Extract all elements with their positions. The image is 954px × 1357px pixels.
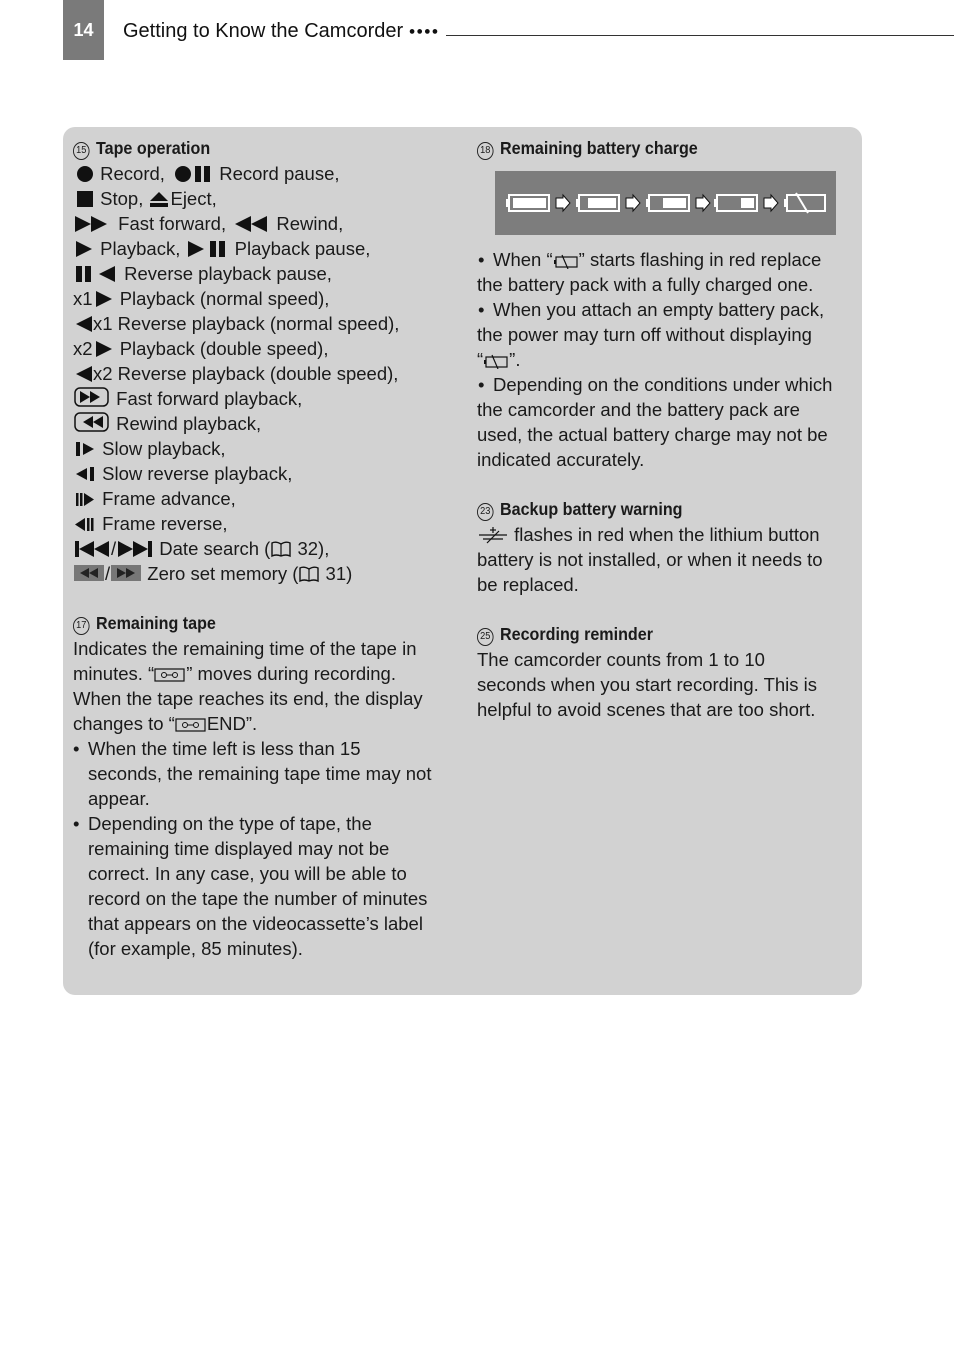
line-playback [73, 236, 463, 261]
recording-reminder-heading [477, 622, 827, 647]
book-reference-icon [298, 565, 320, 583]
date-search-label: Date search ( [159, 538, 271, 559]
battery-bullet [477, 372, 857, 397]
battery-text: used, the actual battery charge may not be [477, 424, 828, 445]
playback-label: Playback, [100, 238, 181, 259]
recording-reminder-text: seconds when you start recording. This is [477, 674, 818, 695]
tape-cassette-icon [175, 717, 207, 733]
frame-advance-label: Frame advance, [102, 488, 236, 509]
bullet-line: record on the tape the number of minutes [88, 888, 428, 909]
left-column [73, 136, 463, 961]
battery-empty-icon [553, 253, 579, 269]
header-dots: ●●●● [408, 25, 440, 38]
playback-normal-label: Playback (normal speed), [119, 288, 330, 309]
record-label: Record, [100, 163, 165, 184]
play-icon [93, 340, 115, 358]
battery-text: the camcorder and the battery pack are [477, 399, 800, 420]
bullet-line: • When you attach an empty battery pack, [493, 299, 825, 320]
line-fast-forward [73, 211, 463, 236]
line-frame-reverse [73, 511, 463, 536]
eject-label: Eject, [170, 188, 217, 209]
line-playback-double [73, 336, 463, 361]
remaining-tape-title: Remaining tape [96, 613, 216, 633]
text-fragment: ” moves during recording. [186, 663, 396, 684]
battery-text: the power may turn off without displaying [477, 324, 812, 345]
remaining-tape-heading [73, 611, 432, 636]
line-zero-set [73, 561, 463, 586]
battery-empty-icon [483, 353, 509, 369]
zero-set-rewind-icon [73, 563, 105, 583]
text-fragment: When “ [493, 249, 553, 270]
rewind-label: Rewind, [276, 213, 344, 234]
right-column [477, 136, 857, 722]
tape-operation-heading [73, 136, 432, 161]
remaining-tape-text [73, 661, 463, 686]
slow-reverse-label: Slow reverse playback, [102, 463, 293, 484]
reverse-normal-label: x1 Reverse playback (normal speed), [93, 313, 400, 334]
callout-number-18: 18 [477, 142, 494, 160]
ff-playback-icon [73, 386, 111, 408]
battery-text: the battery pack with a fully charged one. [477, 274, 814, 295]
remaining-tape-text [73, 711, 463, 736]
play-pause-icon [186, 240, 230, 258]
rew-playback-icon [73, 411, 111, 433]
text-fragment: END”. [206, 713, 258, 734]
reverse-pause-icon [73, 265, 119, 283]
bullet-line: correct. In any case, you will be able to [88, 863, 407, 884]
line-stop [73, 186, 463, 211]
header-title: Getting to Know the Camcorder [123, 20, 404, 42]
reverse-play-icon [73, 365, 93, 383]
recording-reminder-text: helpful to avoid scenes that are too short. [477, 699, 816, 720]
line-reverse-double [73, 361, 463, 386]
backup-battery-text: be replaced. [477, 574, 579, 595]
play-icon [93, 290, 115, 308]
bullet-line: remaining time displayed may not be [88, 838, 390, 859]
slow-playback-label: Slow playback, [102, 438, 226, 459]
line-reverse-normal [73, 311, 463, 336]
line-slow-reverse [73, 461, 463, 486]
reverse-play-icon [73, 315, 93, 333]
slash: / [111, 538, 117, 559]
speed-x1-label: x1 [73, 288, 93, 309]
stop-icon [73, 190, 95, 208]
battery-level-strip [495, 171, 836, 235]
fast-forward-icon [73, 215, 113, 233]
date-search-page: 32), [297, 538, 330, 559]
line-playback-normal [73, 286, 463, 311]
battery-text: indicated accurately. [477, 449, 645, 470]
line-frame-advance [73, 486, 463, 511]
recording-reminder-text: The camcorder counts from 1 to 10 [477, 649, 765, 670]
callout-number-15: 15 [73, 142, 90, 160]
zero-set-page: 31) [325, 563, 353, 584]
text-fragment: ”. [509, 349, 521, 370]
reverse-playback-pause-label: Reverse playback pause, [124, 263, 332, 284]
tape-operation-title: Tape operation [96, 138, 211, 158]
page-number-tab [63, 0, 104, 60]
zero-set-ff-icon [110, 563, 142, 583]
remaining-tape-bullet [73, 811, 463, 961]
text-fragment: ” starts flashing in red replace [578, 249, 822, 270]
line-ff-playback [73, 386, 463, 411]
line-reverse-playback-pause [73, 261, 463, 286]
backup-battery-icon [477, 526, 509, 544]
skip-forward-icon [116, 540, 154, 558]
bullet-line: • Depending on the type of tape, the [88, 813, 372, 834]
line-slow-playback [73, 436, 463, 461]
rewind-icon [231, 215, 271, 233]
remaining-battery-title: Remaining battery charge [500, 138, 698, 158]
tape-cassette-icon [154, 667, 186, 683]
speed-x2-label: x2 [73, 338, 93, 359]
playback-double-label: Playback (double speed), [119, 338, 329, 359]
slash: / [105, 563, 111, 584]
remaining-tape-bullet [73, 736, 463, 811]
running-header [123, 20, 439, 43]
rew-playback-label: Rewind playback, [116, 413, 262, 434]
callout-number-23: 23 [477, 503, 494, 521]
backup-battery-title: Backup battery warning [500, 499, 683, 519]
bullet-line: • Depending on the conditions under which [493, 374, 833, 395]
frame-advance-icon [73, 490, 97, 508]
battery-bullet [477, 297, 857, 322]
play-icon [73, 240, 95, 258]
zero-set-label: Zero set memory ( [147, 563, 299, 584]
backup-battery-heading [477, 497, 827, 522]
text-fragment: “ [477, 349, 484, 370]
slow-reverse-icon [73, 465, 97, 483]
backup-battery-text: battery is not installed, or when it needs to [477, 549, 823, 570]
remaining-battery-heading [477, 136, 827, 161]
bullet-line: (for example, 85 minutes). [88, 938, 303, 959]
frame-reverse-icon [73, 515, 97, 533]
line-record [73, 161, 463, 186]
callout-number-25: 25 [477, 628, 494, 646]
text-fragment: minutes. “ [73, 663, 155, 684]
battery-text [477, 347, 857, 372]
bullet-line: • When the time left is less than 15 [88, 738, 361, 759]
remaining-tape-text: Indicates the remaining time of the tape in [73, 638, 417, 659]
frame-reverse-label: Frame reverse, [102, 513, 228, 534]
bullet-line [493, 247, 857, 272]
remaining-tape-text: When the tape reaches its end, the display [73, 688, 423, 709]
book-reference-icon [270, 540, 292, 558]
skip-back-icon [73, 540, 111, 558]
callout-number-17: 17 [73, 617, 90, 635]
battery-levels-icon [506, 190, 826, 216]
backup-battery-text [477, 522, 857, 547]
line-rew-playback [73, 411, 463, 436]
bullet-line: seconds, the remaining tape time may not [88, 763, 432, 784]
fast-forward-label: Fast forward, [118, 213, 227, 234]
record-pause-label: Record pause, [219, 163, 340, 184]
bullet-line: that appears on the videocassette’s label [88, 913, 423, 934]
text-fragment: changes to “ [73, 713, 175, 734]
battery-bullet [477, 247, 857, 272]
record-pause-icon [170, 165, 214, 183]
eject-icon [148, 190, 170, 208]
bullet-line: appear. [88, 788, 150, 809]
recording-reminder-title: Recording reminder [500, 624, 653, 644]
slow-play-icon [73, 440, 97, 458]
playback-pause-label: Playback pause, [234, 238, 371, 259]
line-date-search [73, 536, 463, 561]
text-fragment: flashes in red when the lithium button [514, 524, 820, 545]
stop-label: Stop, [100, 188, 144, 209]
page-number: 14 [73, 19, 94, 40]
header-rule [446, 35, 954, 36]
record-icon [73, 165, 95, 183]
reverse-double-label: x2 Reverse playback (double speed), [93, 363, 399, 384]
ff-playback-label: Fast forward playback, [116, 388, 303, 409]
